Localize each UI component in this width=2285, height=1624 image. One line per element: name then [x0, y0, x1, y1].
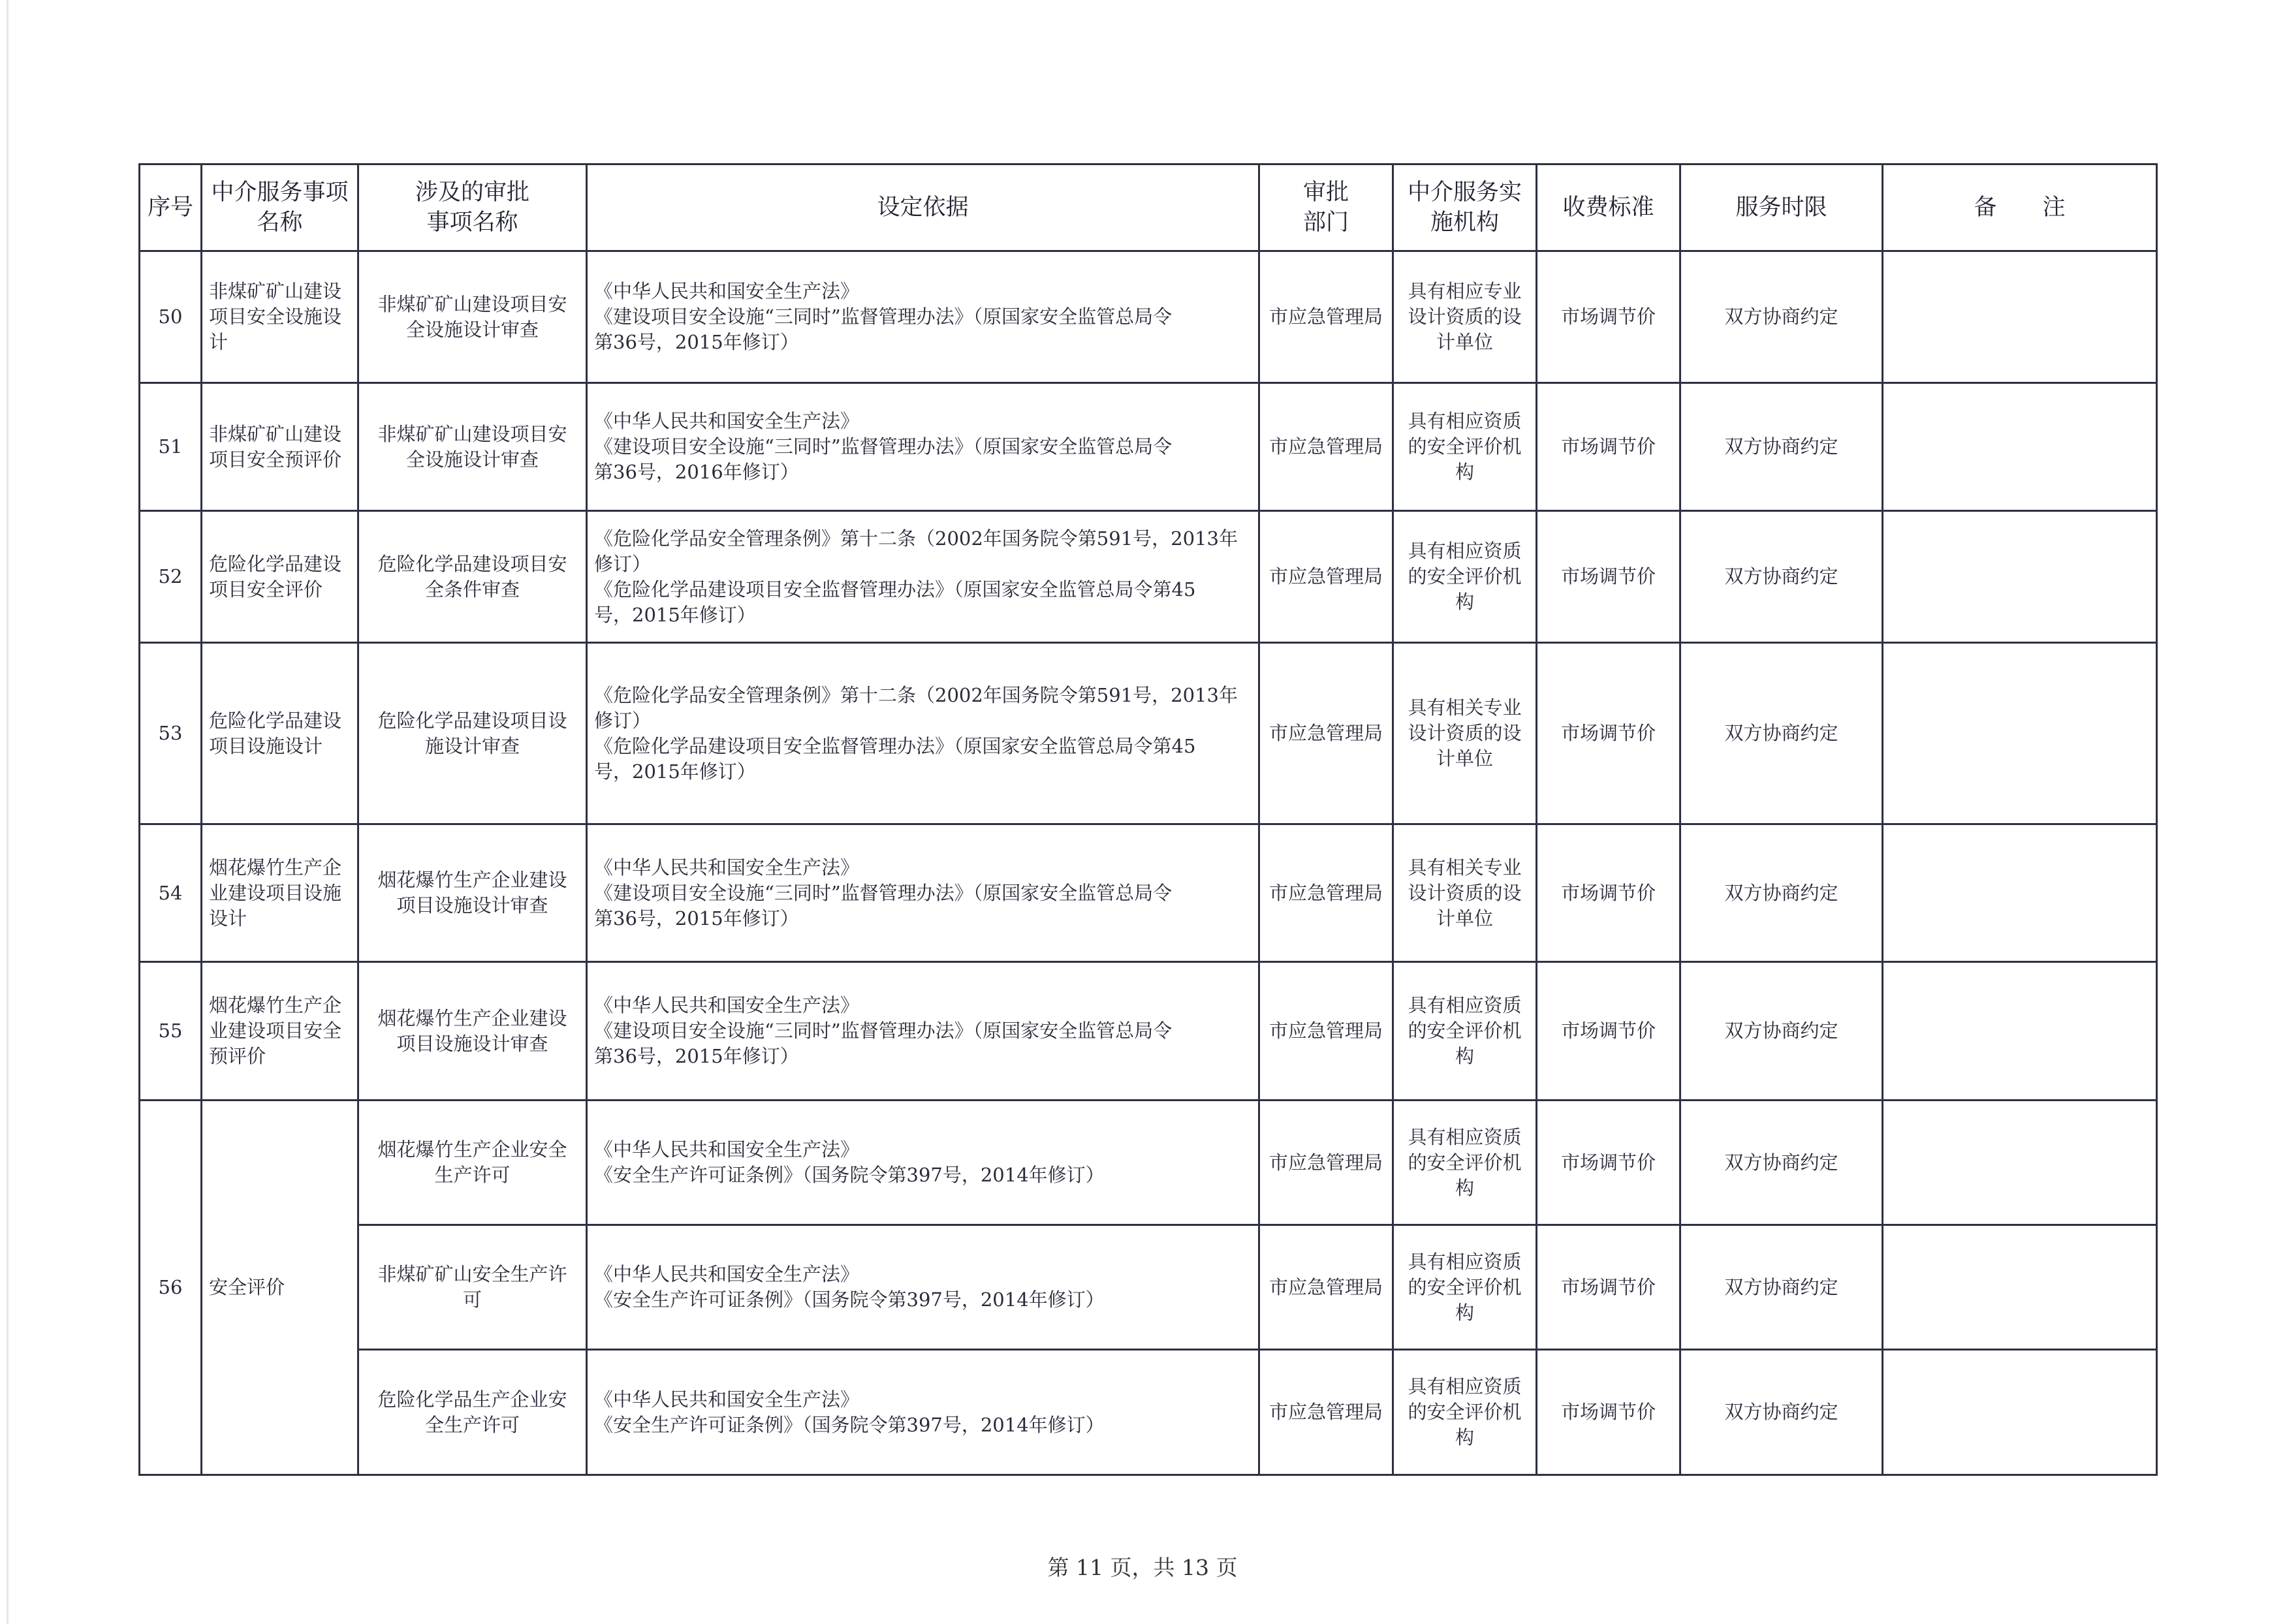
remarks-cell — [1883, 1350, 2157, 1475]
basis-cell: 《危险化学品安全管理条例》第十二条（2002年国务院令第591号，2013年 修订） 《危险化学品建设项目安全监督管理办法》（原国家安全监管总局令第45 号，2015年修订） — [587, 511, 1259, 643]
remarks-cell — [1883, 1101, 2157, 1225]
department-cell: 市应急管理局 — [1259, 511, 1393, 643]
provider-cell: 具有相关专业 设计资质的设 计单位 — [1393, 824, 1537, 962]
seq-cell: 55 — [140, 962, 202, 1101]
approval-item-cell: 危险化学品生产企业安 全生产许可 — [358, 1350, 587, 1475]
header-department: 审批 部门 — [1259, 164, 1393, 251]
seq-cell: 52 — [140, 511, 202, 643]
header-row — [140, 164, 2157, 251]
basis-cell: 《中华人民共和国安全生产法》 《建设项目安全设施“三同时”监督管理办法》（原国家安全监管总局令 第36号，2015年修订） — [587, 251, 1259, 383]
provider-cell: 具有相应专业 设计资质的设 计单位 — [1393, 251, 1537, 383]
remarks-cell — [1883, 383, 2157, 511]
term-cell: 双方协商约定 — [1680, 1101, 1883, 1225]
provider-cell: 具有相应资质 的安全评价机 构 — [1393, 1225, 1537, 1350]
basis-cell: 《中华人民共和国安全生产法》 《建设项目安全设施“三同时”监督管理办法》（原国家安全监管总局令 第36号，2016年修订） — [587, 383, 1259, 511]
table-row — [140, 643, 2157, 824]
seq-cell: 56 — [140, 1101, 202, 1475]
approval-item-cell: 危险化学品建设项目安 全条件审查 — [358, 511, 587, 643]
basis-cell: 《中华人民共和国安全生产法》 《建设项目安全设施“三同时”监督管理办法》（原国家安全监管总局令 第36号，2015年修订） — [587, 824, 1259, 962]
provider-cell: 具有相应资质 的安全评价机 构 — [1393, 1350, 1537, 1475]
header-service-name: 中介服务事项 名称 — [202, 164, 358, 251]
header-approval-item: 涉及的审批 事项名称 — [358, 164, 587, 251]
term-cell: 双方协商约定 — [1680, 1225, 1883, 1350]
fee-cell: 市场调节价 — [1537, 824, 1680, 962]
fee-cell: 市场调节价 — [1537, 1225, 1680, 1350]
department-cell: 市应急管理局 — [1259, 1101, 1393, 1225]
fee-cell: 市场调节价 — [1537, 1101, 1680, 1225]
remarks-cell — [1883, 643, 2157, 824]
basis-cell: 《中华人民共和国安全生产法》 《安全生产许可证条例》（国务院令第397号，2014年修订） — [587, 1350, 1259, 1475]
approval-item-cell: 非煤矿矿山安全生产许 可 — [358, 1225, 587, 1350]
basis-cell: 《中华人民共和国安全生产法》 《安全生产许可证条例》（国务院令第397号，2014年修订） — [587, 1101, 1259, 1225]
provider-cell: 具有相关专业 设计资质的设 计单位 — [1393, 643, 1537, 824]
approval-item-cell: 烟花爆竹生产企业安全 生产许可 — [358, 1101, 587, 1225]
basis-cell: 《中华人民共和国安全生产法》 《建设项目安全设施“三同时”监督管理办法》（原国家安全监管总局令 第36号，2015年修订） — [587, 962, 1259, 1101]
approval-item-cell: 烟花爆竹生产企业建设 项目设施设计审查 — [358, 824, 587, 962]
term-cell: 双方协商约定 — [1680, 511, 1883, 643]
service-name-cell: 非煤矿矿山建设 项目安全设施设 计 — [202, 251, 358, 383]
header-seq: 序号 — [140, 164, 202, 251]
seq-cell: 53 — [140, 643, 202, 824]
service-name-cell: 安全评价 — [202, 1101, 358, 1475]
term-cell: 双方协商约定 — [1680, 251, 1883, 383]
department-cell: 市应急管理局 — [1259, 251, 1393, 383]
header-remarks: 备 注 — [1883, 164, 2157, 251]
provider-cell: 具有相应资质 的安全评价机 构 — [1393, 962, 1537, 1101]
approval-item-cell: 危险化学品建设项目设 施设计审查 — [358, 643, 587, 824]
service-name-cell: 危险化学品建设 项目设施设计 — [202, 643, 358, 824]
term-cell: 双方协商约定 — [1680, 383, 1883, 511]
table-row — [140, 962, 2157, 1101]
remarks-cell — [1883, 251, 2157, 383]
table-row — [140, 1350, 2157, 1475]
approval-item-cell: 非煤矿矿山建设项目安 全设施设计审查 — [358, 383, 587, 511]
service-table — [138, 163, 2158, 1476]
table-row — [140, 1225, 2157, 1350]
seq-cell: 51 — [140, 383, 202, 511]
seq-cell: 50 — [140, 251, 202, 383]
department-cell: 市应急管理局 — [1259, 824, 1393, 962]
service-name-cell: 烟花爆竹生产企 业建设项目设施 设计 — [202, 824, 358, 962]
provider-cell: 具有相应资质 的安全评价机 构 — [1393, 511, 1537, 643]
approval-item-cell: 非煤矿矿山建设项目安 全设施设计审查 — [358, 251, 587, 383]
table-row — [140, 1101, 2157, 1225]
table-row — [140, 383, 2157, 511]
service-name-cell: 危险化学品建设 项目安全评价 — [202, 511, 358, 643]
service-name-cell: 非煤矿矿山建设 项目安全预评价 — [202, 383, 358, 511]
basis-cell: 《中华人民共和国安全生产法》 《安全生产许可证条例》（国务院令第397号，2014年修订） — [587, 1225, 1259, 1350]
header-provider: 中介服务实 施机构 — [1393, 164, 1537, 251]
header-fee: 收费标准 — [1537, 164, 1680, 251]
remarks-cell — [1883, 962, 2157, 1101]
department-cell: 市应急管理局 — [1259, 1225, 1393, 1350]
remarks-cell — [1883, 824, 2157, 962]
term-cell: 双方协商约定 — [1680, 643, 1883, 824]
table-row — [140, 824, 2157, 962]
department-cell: 市应急管理局 — [1259, 962, 1393, 1101]
term-cell: 双方协商约定 — [1680, 1350, 1883, 1475]
provider-cell: 具有相应资质 的安全评价机 构 — [1393, 1101, 1537, 1225]
fee-cell: 市场调节价 — [1537, 643, 1680, 824]
provider-cell: 具有相应资质 的安全评价机 构 — [1393, 383, 1537, 511]
table-row — [140, 511, 2157, 643]
page-number: 第 11 页，共 13 页 — [1047, 1555, 1238, 1580]
department-cell: 市应急管理局 — [1259, 643, 1393, 824]
header-basis: 设定依据 — [587, 164, 1259, 251]
term-cell: 双方协商约定 — [1680, 962, 1883, 1101]
remarks-cell — [1883, 511, 2157, 643]
remarks-cell — [1883, 1225, 2157, 1350]
service-name-cell: 烟花爆竹生产企 业建设项目安全 预评价 — [202, 962, 358, 1101]
department-cell: 市应急管理局 — [1259, 1350, 1393, 1475]
approval-item-cell: 烟花爆竹生产企业建设 项目设施设计审查 — [358, 962, 587, 1101]
department-cell: 市应急管理局 — [1259, 383, 1393, 511]
fee-cell: 市场调节价 — [1537, 383, 1680, 511]
term-cell: 双方协商约定 — [1680, 824, 1883, 962]
basis-cell: 《危险化学品安全管理条例》第十二条（2002年国务院令第591号，2013年 修订） 《危险化学品建设项目安全监督管理办法》（原国家安全监管总局令第45 号，2015年修订） — [587, 643, 1259, 824]
fee-cell: 市场调节价 — [1537, 251, 1680, 383]
header-term: 服务时限 — [1680, 164, 1883, 251]
table-row — [140, 251, 2157, 383]
page-edge — [7, 0, 8, 1624]
fee-cell: 市场调节价 — [1537, 511, 1680, 643]
seq-cell: 54 — [140, 824, 202, 962]
fee-cell: 市场调节价 — [1537, 962, 1680, 1101]
fee-cell: 市场调节价 — [1537, 1350, 1680, 1475]
